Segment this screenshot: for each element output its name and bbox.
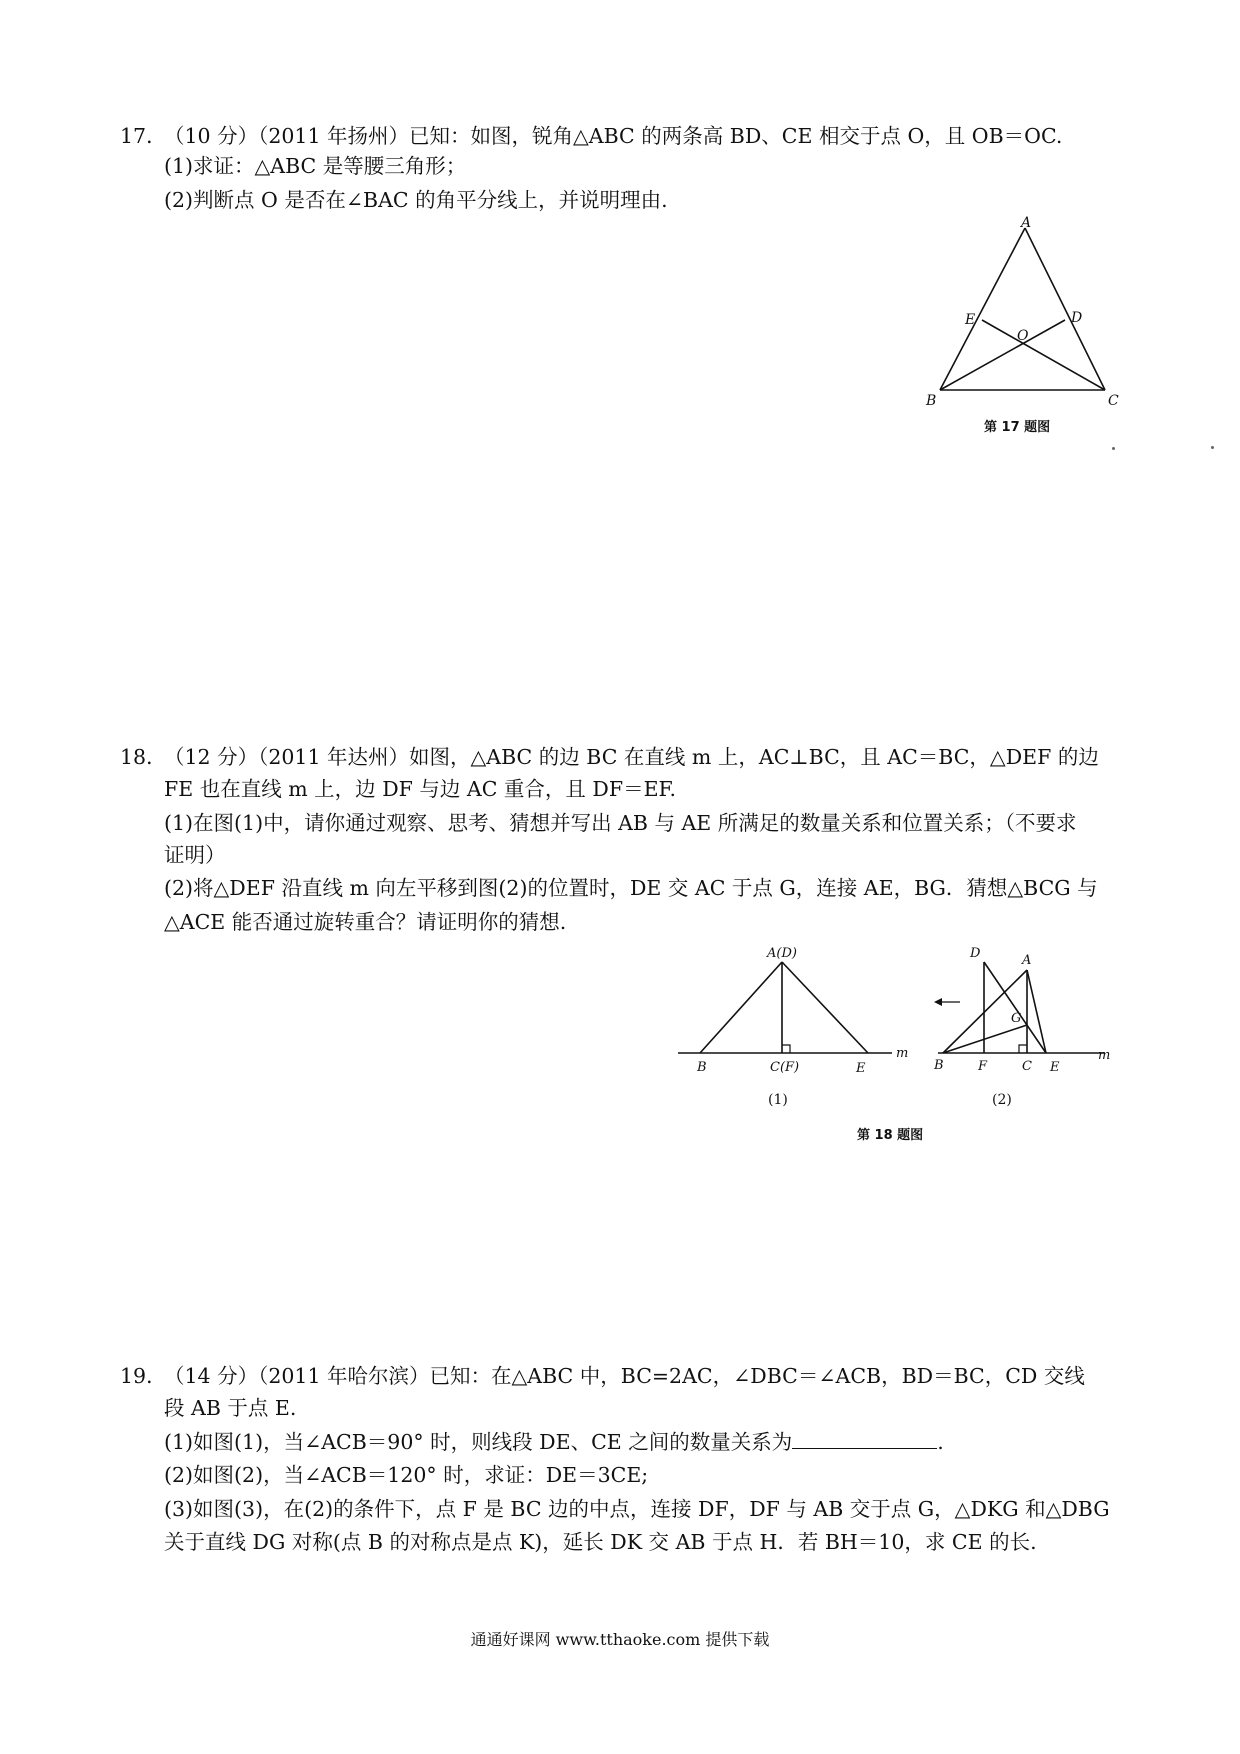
page-footer: 通通好课网 www.tthaoke.com 提供下载 xyxy=(470,1630,770,1649)
q17-part2: (2)判断点 O 是否在∠BAC 的角平分线上，并说明理由. xyxy=(164,188,668,212)
q18-number: 18． xyxy=(120,745,167,769)
q18-fig2-label-a: A xyxy=(1022,953,1032,968)
q18-fig2-label-g: G xyxy=(1011,1011,1022,1026)
q18-fig1-side-de xyxy=(782,962,868,1053)
q17-label-e: E xyxy=(965,312,976,328)
q18-fig2-segment-ae xyxy=(1027,970,1046,1053)
q18-figure-2 xyxy=(930,940,1110,1075)
q18-part1-line1: (1)在图(1)中，请你通过观察、思考、猜想并写出 AB 与 AE 所满足的数量关系和位置关系；（不要求 xyxy=(164,811,1077,835)
q19-stem-line2: 段 AB 于点 E. xyxy=(164,1396,297,1420)
q17-stem: 17．（10 分）（2011 年扬州）已知：如图，锐角△ABC 的两条高 BD、CE 相交于点 O，且 OB＝OC. xyxy=(120,121,1062,151)
q17-altitude-ce xyxy=(982,320,1105,390)
q19-number: 19． xyxy=(120,1364,167,1388)
q18-figure-caption: 第 18 题图 xyxy=(857,1128,924,1143)
q19-part1: (1)如图(1)，当∠ACB＝90° 时，则线段 DE、CE 之间的数量关系为 . xyxy=(164,1430,944,1454)
q18-stem-line1: 18．（12 分）（2011 年达州）如图，△ABC 的边 BC 在直线 m 上，AC⊥BC，且 AC＝BC，△DEF 的边 xyxy=(120,742,1099,772)
q17-side-ac xyxy=(1025,228,1105,390)
q17-figure-caption: 第 17 题图 xyxy=(984,420,1051,435)
q18-fig1-label-cf: C(F) xyxy=(770,1060,800,1075)
q18-fig2-label-c: C xyxy=(1022,1059,1032,1074)
q18-fig1-label-e: E xyxy=(856,1061,866,1075)
q17-label-c: C xyxy=(1108,393,1119,409)
q19-answer-blank xyxy=(792,1428,937,1449)
q19-part2: (2)如图(2)，当∠ACB＝120° 时，求证：DE＝3CE; xyxy=(164,1463,649,1487)
q18-fig1-side-ab xyxy=(700,962,782,1053)
q18-fig1-label-ad: A(D) xyxy=(767,946,797,961)
q19-stem-line1: 19．（14 分）（2011 年哈尔滨）已知：在△ABC 中，BC=2AC，∠DBC＝∠ACB，BD＝BC，CD 交线 xyxy=(120,1361,1085,1391)
q18-fig2-side-de xyxy=(984,962,1046,1053)
q18-fig2-label-m: m xyxy=(1098,1048,1110,1063)
q18-fig2-segment-bg xyxy=(943,1025,1027,1053)
q18-figure-1 xyxy=(670,940,910,1075)
q17-triangle-figure xyxy=(920,215,1120,425)
q17-label-d: D xyxy=(1071,310,1083,326)
q18-fig2-left-arrow-icon xyxy=(934,998,942,1006)
q18-part2-line1: (2)将△DEF 沿直线 m 向左平移到图(2)的位置时，DE 交 AC 于点 G，连接 AE，BG．猜想△BCG 与 xyxy=(164,876,1098,900)
q18-stem-line2: FE 也在直线 m 上，边 DF 与边 AC 重合，且 DF＝EF. xyxy=(164,777,677,801)
q18-fig1-label-m: m xyxy=(896,1046,909,1061)
q19-part3-line2: 关于直线 DG 对称(点 B 的对称点是点 K)，延长 DK 交 AB 于点 H．若 BH＝10，求 CE 的长. xyxy=(164,1530,1037,1554)
q18-fig2-label-b: B xyxy=(934,1058,944,1073)
q18-fig1-label-b: B xyxy=(697,1060,707,1075)
scan-speck xyxy=(1211,446,1214,449)
q18-fig2-subcaption: (2) xyxy=(992,1092,1012,1108)
q17-label-a: A xyxy=(1021,215,1032,231)
q17-label-o: O xyxy=(1017,328,1029,344)
q18-part1-line2: 证明） xyxy=(164,843,226,867)
q18-fig1-subcaption: (1) xyxy=(768,1092,788,1108)
q18-fig2-right-angle-mark xyxy=(1019,1045,1027,1053)
q18-fig2-label-e: E xyxy=(1050,1060,1060,1075)
scan-speck xyxy=(1112,447,1115,450)
q18-fig2-label-f: F xyxy=(978,1059,988,1074)
q19-part3-line1: (3)如图(3)，在(2)的条件下，点 F 是 BC 边的中点，连接 DF，DF 与 AB 交于点 G，△DKG 和△DBG xyxy=(164,1497,1110,1521)
q17-part1: (1)求证：△ABC 是等腰三角形； xyxy=(164,154,467,178)
q18-fig2-label-d: D xyxy=(970,946,981,961)
q17-number: 17． xyxy=(120,124,167,148)
q18-fig1-right-angle-mark xyxy=(782,1045,790,1053)
q18-part2-line2: △ACE 能否通过旋转重合？请证明你的猜想. xyxy=(164,910,567,934)
q17-label-b: B xyxy=(926,393,937,409)
